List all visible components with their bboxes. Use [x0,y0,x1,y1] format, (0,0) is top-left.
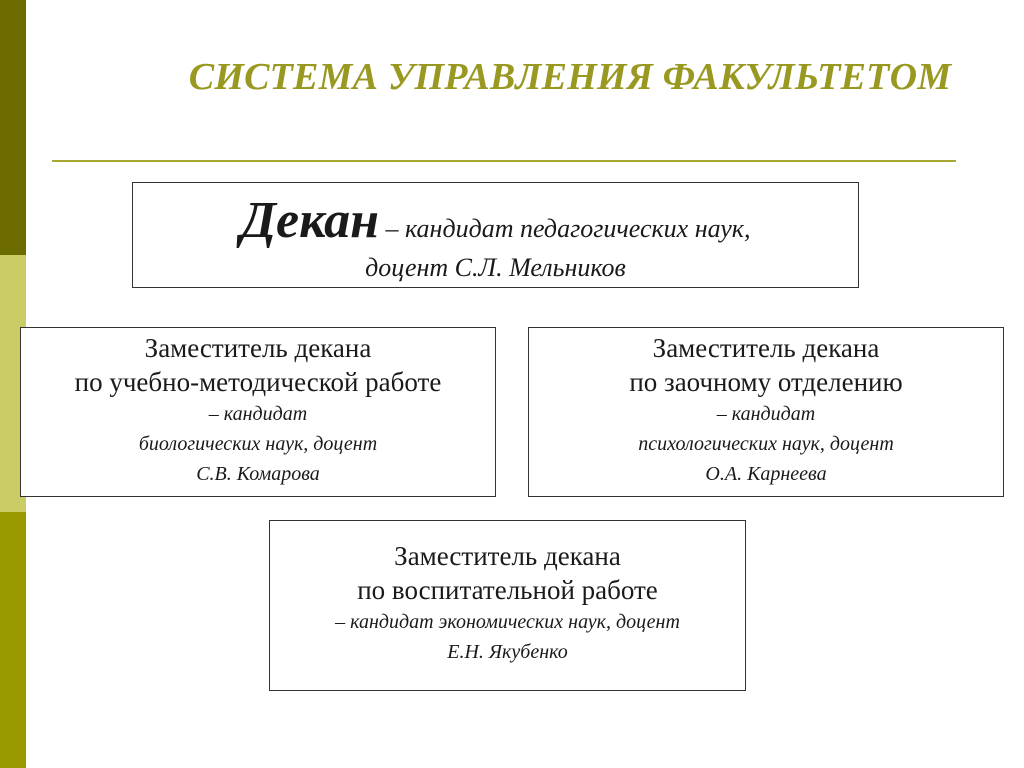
deputy-area: по учебно-методической работе [74,367,442,397]
deputy-area: по заочному отделению [629,367,903,397]
dean-name: доцент С.Л. Мельников [365,253,626,282]
deputy-box-academic [20,327,496,497]
deputy-box-educational [269,520,746,691]
left-strip-bottom [0,512,26,768]
deputy-title: Заместитель декана [144,333,372,363]
deputy-name: Е.Н. Якубенко [447,641,568,663]
deputy-degree: – кандидат [716,403,816,425]
deputy-box-correspondence [528,327,1004,497]
deputy-degree: – кандидат [208,403,308,425]
title-divider [52,160,956,162]
deputy-name: О.А. Карнеева [705,463,827,485]
dean-role: Декан [240,192,380,249]
dean-description: – кандидат педагогических наук, [379,214,751,243]
deputy-degree-field: психологических наук, доцент [638,433,894,455]
deputy-area: по воспитательной работе [357,575,658,605]
deputy-degree: – кандидат экономических наук, доцент [335,611,680,633]
dean-box [132,182,859,288]
deputy-degree-field: биологических наук, доцент [138,433,378,455]
slide-title: СИСТЕМА УПРАВЛЕНИЯ ФАКУЛЬТЕТОМ [188,56,952,98]
deputy-name: С.В. Комарова [196,463,320,485]
deputy-title: Заместитель декана [652,333,880,363]
dean-line-1 [133,191,858,250]
left-strip-top [0,0,26,255]
deputy-title: Заместитель декана [394,541,621,571]
